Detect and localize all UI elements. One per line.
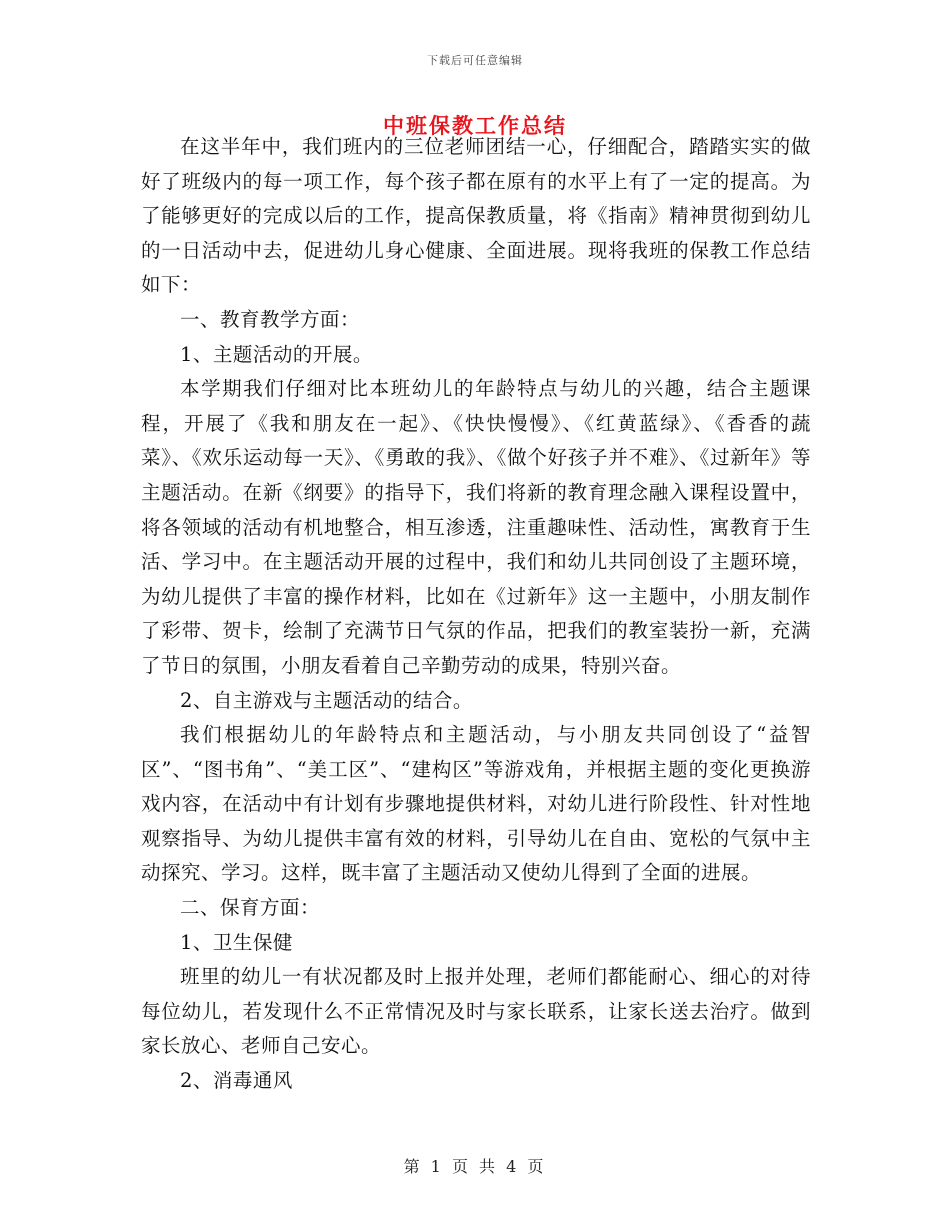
subsection-heading-disinfection: 2、消毒通风	[180, 1069, 293, 1093]
paragraph-hygiene: 班里的幼儿一有状况都及时上报并处理，老师们都能耐心、细心的对待每位幼儿，若发现什么不正常情况及时与家长联系，让家长送去治疗。做到家长放心、老师自己安心。	[141, 965, 811, 1058]
page-header-note: 下载后可任意编辑	[427, 54, 523, 67]
paragraph-free-play: 我们根据幼儿的年龄特点和主题活动，与小朋友共同创设了“益智区”、“图书角”、“美工区”、“建构区”等游戏角，并根据主题的变化更换游戏内容，在活动中有计划有步骤地提供材料，对幼儿进行阶段性、针对性地观察指导、为幼儿提供丰富有效的材料，引导幼儿在自由、宽松的气氛中主动探究、学习。这样，既丰富了主题活动又使幼儿得到了全面的进展。	[141, 723, 811, 885]
document-title: 中班保教工作总结	[383, 113, 567, 138]
section-heading-education: 一、教育教学方面：	[180, 307, 361, 331]
paragraph-intro: 在这半年中，我们班内的三位老师团结一心，仔细配合，踏踏实实的做好了班级内的每一项工作，每个孩子都在原有的水平上有了一定的提高。为了能够更好的完成以后的工作，提高保教质量，将《指南》精神贯彻到幼儿的一日活动中去，促进幼儿身心健康、全面进展。现将我班的保教工作总结如下：	[141, 135, 811, 297]
document-body	[141, 130, 811, 1099]
subsection-heading-hygiene: 1、卫生保健	[180, 930, 293, 954]
section-heading-care: 二、保育方面：	[180, 896, 321, 920]
page-number-footer: 第 1 页 共 4 页	[403, 1157, 547, 1176]
paragraph-theme-activities: 本学期我们仔细对比本班幼儿的年龄特点与幼儿的兴趣，结合主题课程，开展了《我和朋友在一起》、《快快慢慢》、《红黄蓝绿》、《香香的蔬菜》、《欢乐运动每一天》、《勇敢的我》、《做个好孩子并不难》、《过新年》等主题活动。在新《纲要》的指导下，我们将新的教育理念融入课程设置中，将各领域的活动有机地整合，相互渗透，注重趣味性、活动性，寓教育于生活、学习中。在主题活动开展的过程中，我们和幼儿共同创设了主题环境，为幼儿提供了丰富的操作材料，比如在《过新年》这一主题中，小朋友制作了彩带、贺卡，绘制了充满节日气氛的作品，把我们的教室装扮一新，充满了节日的氛围，小朋友看着自己辛勤劳动的成果，特别兴奋。	[141, 377, 811, 677]
subsection-heading-free-play: 2、自主游戏与主题活动的结合。	[180, 688, 473, 712]
subsection-heading-theme-activities: 1、主题活动的开展。	[180, 342, 373, 366]
